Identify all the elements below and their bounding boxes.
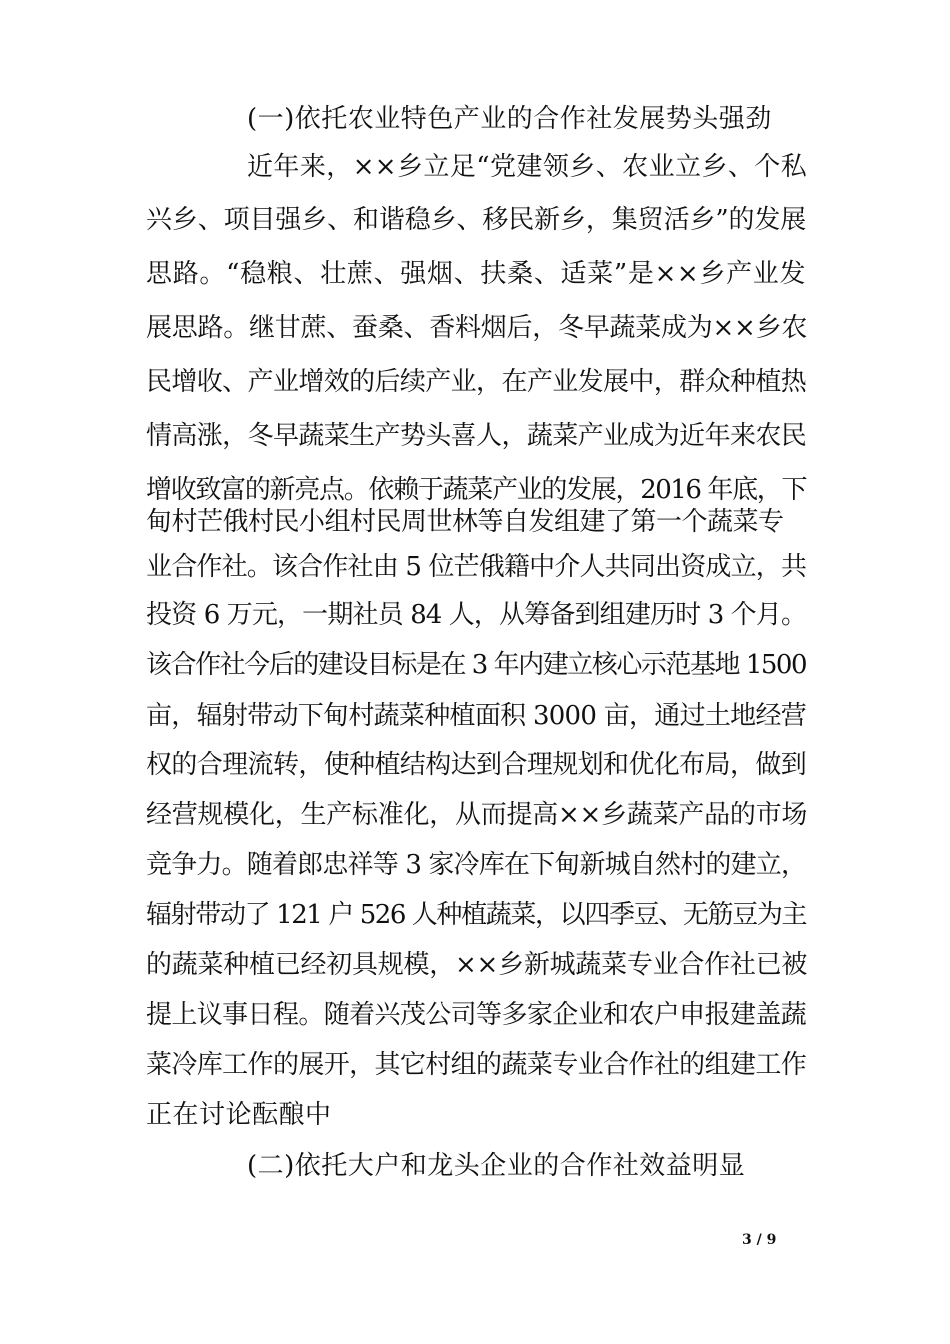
paragraph-line: 民增收、产业增效的后续产业，在产业发展中，群众种植热 <box>146 367 806 397</box>
paragraph-line: 近年来，××乡立足“党建领乡、农业立乡、个私 <box>247 152 807 182</box>
paragraph-line: 兴乡、项目强乡、和谐稳乡、移民新乡，集贸活乡”的发展 <box>146 205 806 235</box>
paragraph-line: 辐射带动了 121 户 526 人种植蔬菜，以四季豆、无筋豆为主 <box>146 900 806 930</box>
paragraph-line: 投资 6 万元，一期社员 84 人，从筹备到组建历时 3 个月。 <box>146 600 806 630</box>
paragraph-line: 业合作社。该合作社由 5 位芒俄籍中介人共同出资成立，共 <box>146 552 806 582</box>
paragraph-line: 情高涨，冬早蔬菜生产势头喜人，蔬菜产业成为近年来农民 <box>146 421 806 451</box>
paragraph-line: 提上议事日程。随着兴茂公司等多家企业和农户申报建盖蔬 <box>146 1000 806 1030</box>
paragraph-line: 思路。“稳粮、壮蔗、强烟、扶桑、适菜”是××乡产业发 <box>146 259 806 289</box>
paragraph-line: 权的合理流转，使种植结构达到合理规划和优化布局，做到 <box>146 750 806 780</box>
section-heading-1: (一)依托农业特色产业的合作社发展势头强劲 <box>247 104 772 134</box>
paragraph-line: 经营规模化，生产标准化，从而提高××乡蔬菜产品的市场 <box>146 800 808 830</box>
paragraph-line: 正在讨论酝酿中 <box>146 1100 332 1130</box>
paragraph-line: 该合作社今后的建设目标是在 3 年内建立核心示范基地 1500 <box>146 650 806 680</box>
section-heading-2: (二)依托大户和龙头企业的合作社效益明显 <box>247 1151 746 1181</box>
paragraph-line: 增收致富的新亮点。依赖于蔬菜产业的发展，2016 年底，下 <box>146 475 806 505</box>
paragraph-line: 展思路。继甘蔗、蚕桑、香料烟后，冬早蔬菜成为××乡农 <box>146 313 808 343</box>
paragraph-line: 的蔬菜种植已经初具规模，××乡新城蔬菜专业合作社已被 <box>146 950 808 980</box>
paragraph-line: 菜冷库工作的展开，其它村组的蔬菜专业合作社的组建工作 <box>146 1050 806 1080</box>
paragraph-line: 亩，辐射带动下甸村蔬菜种植面积 3000 亩，通过土地经营 <box>146 701 806 731</box>
paragraph-line: 竞争力。随着郎忠祥等 3 家冷库在下甸新城自然村的建立， <box>146 850 806 880</box>
page-number: 3 / 9 <box>742 1232 777 1248</box>
paragraph-line: 甸村芒俄村民小组村民周世林等自发组建了第一个蔬菜专 <box>146 507 784 537</box>
